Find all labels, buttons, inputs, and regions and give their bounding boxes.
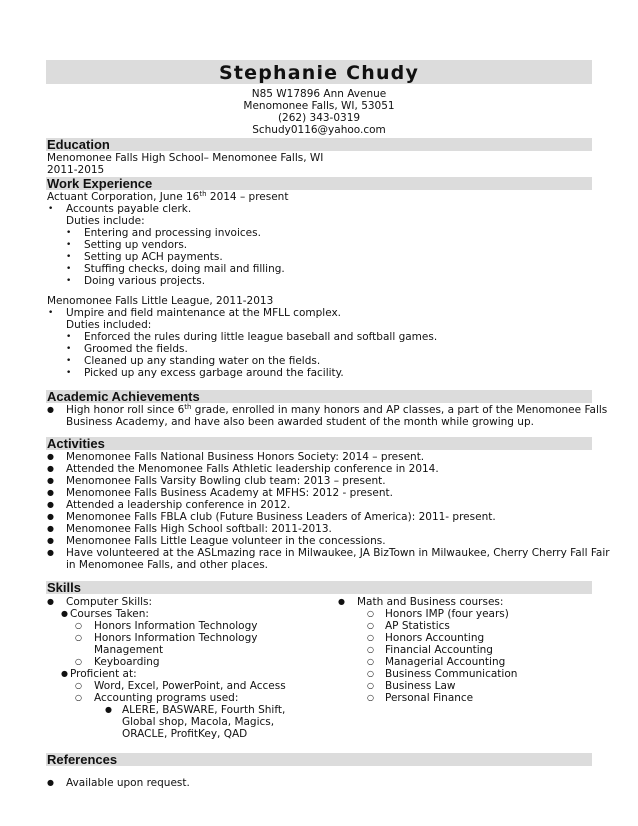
bullet-icon: • <box>48 308 54 318</box>
bullet-icon: • <box>48 204 54 214</box>
section-header-education <box>46 138 592 151</box>
list-item-continued: Management <box>94 644 164 656</box>
job-header-mfll: Menomonee Falls Little League, 2011-2013 <box>47 295 274 307</box>
job-role: Umpire and field maintenance at the MFLL complex. <box>66 307 342 319</box>
bullet-icon: ● <box>47 597 54 606</box>
list-item: Picked up any excess garbage around the facility. <box>84 367 344 379</box>
section-title: Work Experience <box>47 176 153 191</box>
bullet-icon: ● <box>47 476 54 485</box>
bullet-icon: ● <box>47 524 54 533</box>
section-header-work <box>46 177 592 190</box>
bullet-icon: • <box>66 228 72 238</box>
list-item: Word, Excel, PowerPoint, and Access <box>94 680 286 692</box>
list-item: Keyboarding <box>94 656 160 668</box>
circle-bullet-icon: ○ <box>367 621 374 630</box>
section-header-academic <box>46 390 592 403</box>
bullet-icon: • <box>66 356 72 366</box>
list-item: Menomonee Falls FBLA club (Future Business Leaders of America): 2011- present. <box>66 511 496 523</box>
circle-bullet-icon: ○ <box>75 681 82 690</box>
list-item: Menomonee Falls Varsity Bowling club team: 2013 – present. <box>66 475 386 487</box>
bullet-icon: ● <box>61 609 68 618</box>
bullet-icon: • <box>66 368 72 378</box>
duties-label: Duties include: <box>66 215 145 227</box>
list-item: Cleaned up any standing water on the fields. <box>84 355 321 367</box>
computer-skills-label: Computer Skills: <box>66 596 153 608</box>
job-role: Accounts payable clerk. <box>66 203 192 215</box>
applicant-name: Stephanie Chudy <box>218 62 420 84</box>
list-item-continued: in Menomonee Falls, and other places. <box>66 559 269 571</box>
list-item: AP Statistics <box>385 620 450 632</box>
list-item-continued: Global shop, Macola, Magics, <box>122 716 275 728</box>
section-header-skills <box>46 581 592 594</box>
list-item: Enforced the rules during little league baseball and softball games. <box>84 331 438 343</box>
bullet-icon: • <box>66 344 72 354</box>
academic-line-1: High honor roll since 6th grade, enrolled in many honors and AP classes, a part of the Menomonee Falls <box>66 403 608 416</box>
bullet-icon: • <box>66 332 72 342</box>
bullet-icon: ● <box>47 778 54 787</box>
list-item: Honors Accounting <box>385 632 485 644</box>
section-title: Skills <box>47 580 81 595</box>
circle-bullet-icon: ○ <box>367 681 374 690</box>
bullet-icon: ● <box>338 597 345 606</box>
academic-line-2: Business Academy, and have also been awarded student of the month while growing up. <box>66 416 534 428</box>
phone-number: (262) 343-0319 <box>277 112 361 124</box>
list-item: Accounting programs used: <box>94 692 239 704</box>
bullet-icon: ● <box>105 705 112 714</box>
section-title: Activities <box>47 436 105 451</box>
bullet-icon: • <box>66 276 72 286</box>
name-banner <box>46 60 592 84</box>
bullet-icon: ● <box>47 405 54 414</box>
circle-bullet-icon: ○ <box>75 621 82 630</box>
list-item: Honors Information Technology <box>94 632 258 644</box>
list-item: Entering and processing invoices. <box>84 227 261 239</box>
list-item: Financial Accounting <box>385 644 493 656</box>
section-header-activities <box>46 437 592 450</box>
bullet-icon: ● <box>47 548 54 557</box>
list-item: Attended the Menomonee Falls Athletic leadership conference in 2014. <box>66 463 439 475</box>
circle-bullet-icon: ○ <box>75 633 82 642</box>
section-title: References <box>47 752 118 767</box>
list-item: Honors IMP (four years) <box>385 608 509 620</box>
address-line-2: Menomonee Falls, WI, 53051 <box>243 100 395 112</box>
list-item-continued: ORACLE, ProfitKey, QAD <box>122 728 248 740</box>
bullet-icon: ● <box>47 488 54 497</box>
bullet-icon: ● <box>47 536 54 545</box>
circle-bullet-icon: ○ <box>367 633 374 642</box>
list-item: Groomed the fields. <box>84 343 188 355</box>
circle-bullet-icon: ○ <box>367 645 374 654</box>
address-line-1: N85 W17896 Ann Avenue <box>251 88 387 100</box>
list-item: Menomonee Falls High School softball: 2011-2013. <box>66 523 332 535</box>
circle-bullet-icon: ○ <box>367 669 374 678</box>
bullet-icon: • <box>66 252 72 262</box>
section-title: Academic Achievements <box>47 389 200 404</box>
bullet-icon: • <box>66 264 72 274</box>
list-item: Setting up vendors. <box>84 239 188 251</box>
list-item: Managerial Accounting <box>385 656 506 668</box>
education-school: Menomonee Falls High School– Menomonee Falls, WI <box>47 152 324 164</box>
email-address: Schudy0116@yahoo.com <box>252 124 386 136</box>
list-item: Menomonee Falls National Business Honors Society: 2014 – present. <box>66 451 425 463</box>
circle-bullet-icon: ○ <box>367 657 374 666</box>
circle-bullet-icon: ○ <box>75 657 82 666</box>
section-header-references <box>46 753 592 766</box>
list-item: Business Law <box>385 680 456 692</box>
list-item: Menomonee Falls Little League volunteer in the concessions. <box>66 535 386 547</box>
education-years: 2011-2015 <box>47 164 105 176</box>
circle-bullet-icon: ○ <box>367 609 374 618</box>
bullet-icon: • <box>66 240 72 250</box>
list-item: Honors Information Technology <box>94 620 258 632</box>
list-item: Setting up ACH payments. <box>84 251 223 263</box>
circle-bullet-icon: ○ <box>367 693 374 702</box>
proficient-label: Proficient at: <box>70 668 137 680</box>
section-title: Education <box>47 137 110 152</box>
list-item: Personal Finance <box>385 692 474 704</box>
list-item: Stuffing checks, doing mail and filling. <box>84 263 285 275</box>
bullet-icon: ● <box>47 452 54 461</box>
list-item: ALERE, BASWARE, Fourth Shift, <box>122 704 286 716</box>
bullet-icon: ● <box>47 512 54 521</box>
references-text: Available upon request. <box>66 777 190 789</box>
list-item: Menomonee Falls Business Academy at MFHS: 2012 - present. <box>66 487 393 499</box>
courses-taken-label: Courses Taken: <box>70 608 149 620</box>
list-item: Attended a leadership conference in 2012. <box>66 499 291 511</box>
bullet-icon: ● <box>47 464 54 473</box>
math-business-label: Math and Business courses: <box>357 596 504 608</box>
list-item: Have volunteered at the ASLmazing race in Milwaukee, JA BizTown in Milwaukee, Cherry Cherry Fall Fair <box>66 547 610 559</box>
list-item: Doing various projects. <box>84 275 206 287</box>
circle-bullet-icon: ○ <box>75 693 82 702</box>
contact-block <box>0 88 638 136</box>
bullet-icon: ● <box>47 500 54 509</box>
duties-label: Duties included: <box>66 319 152 331</box>
list-item: Business Communication <box>385 668 518 680</box>
bullet-icon: ● <box>61 669 68 678</box>
job-header-actuant: Actuant Corporation, June 16th 2014 – present <box>47 190 289 203</box>
